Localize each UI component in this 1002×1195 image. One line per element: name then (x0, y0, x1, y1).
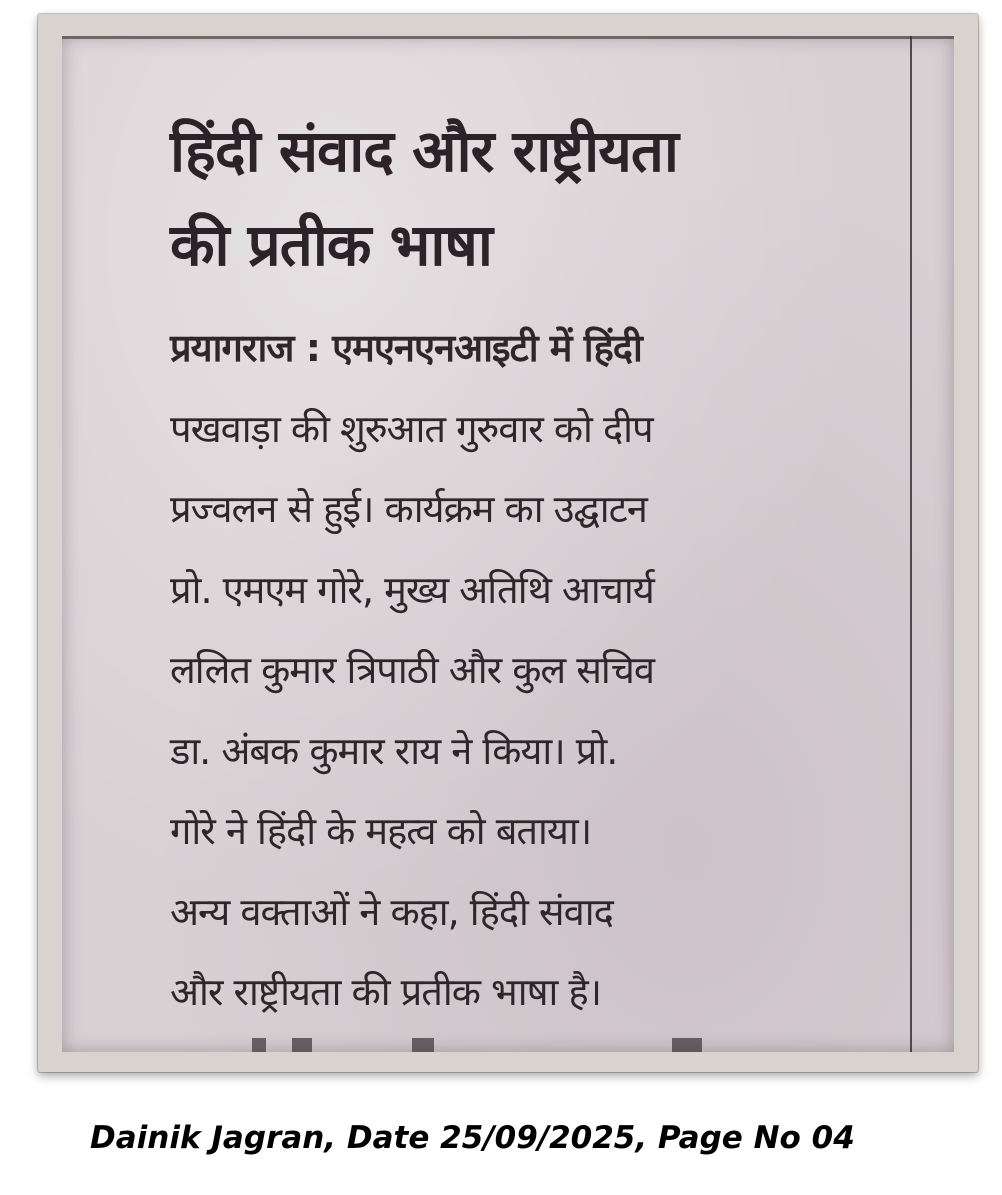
article-line: प्रज्वलन से हुई। कार्यक्रम का उद्घाटन (170, 487, 647, 531)
column-rule (910, 36, 912, 1052)
headline-line: की प्रतीक भाषा (170, 211, 492, 279)
article-body (170, 308, 905, 1033)
article-line: अन्य वक्ताओं ने कहा, हिंदी संवाद (170, 889, 613, 934)
headline (170, 104, 890, 292)
cut-off-text-fragments (252, 1038, 852, 1052)
article-line: ललित कुमार त्रिपाठी और कुल सचिव (170, 648, 655, 692)
article-line: पखवाड़ा की शुरुआत गुरुवार को दीप (170, 406, 653, 451)
article-line: डा. अंबक कुमार राय ने किया। प्रो. (170, 728, 618, 773)
newspaper-clipping (62, 36, 954, 1052)
article-line: गोरे ने हिंदी के महत्व को बताया। (170, 809, 592, 853)
headline-line: हिंदी संवाद और राष्ट्रीयता (170, 117, 678, 185)
top-rule (62, 36, 954, 39)
source-caption: Dainik Jagran, Date 25/09/2025, Page No 04 (90, 1120, 855, 1156)
article-line: और राष्ट्रीयता की प्रतीक भाषा है। (170, 970, 602, 1014)
article-line: प्रो. एमएम गोरे, मुख्य अतिथि आचार्य (170, 567, 654, 612)
newspaper-clipping-frame (38, 14, 978, 1072)
article-line: प्रयागराज : एमएनएनआइटी में हिंदी (170, 326, 642, 370)
